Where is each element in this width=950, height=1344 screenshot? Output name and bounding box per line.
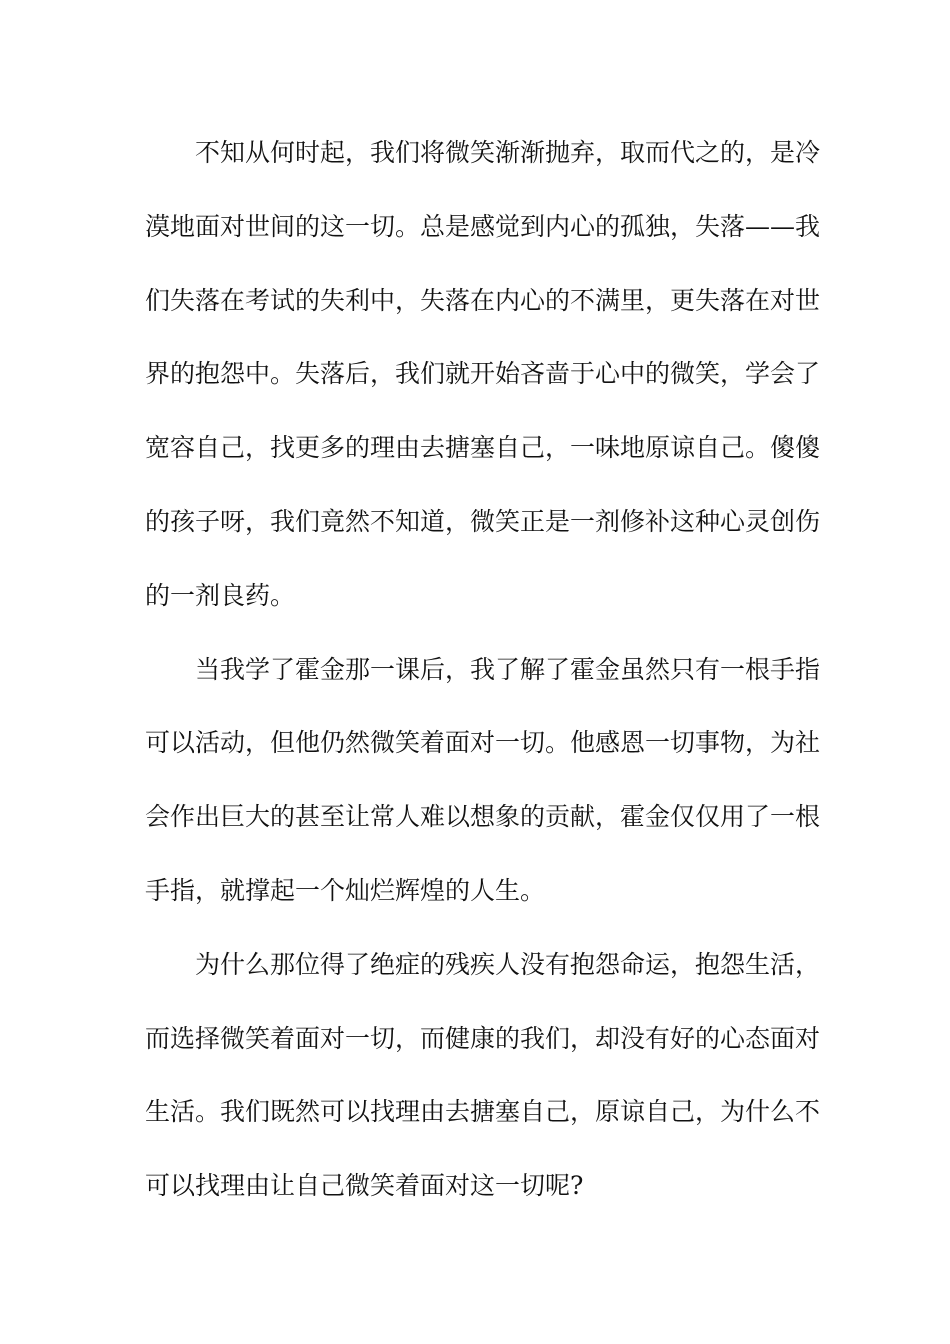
paragraph-3 [145, 942, 821, 1237]
text-line: 们失落在考试的失利中，失落在内心的不满里，更失落在对世 [145, 285, 821, 315]
text-line: 手指，就撑起一个灿烂辉煌的人生。 [145, 875, 546, 905]
text-line: 漠地面对世间的这一切。总是感觉到内心的孤独，失落——我 [145, 211, 821, 241]
paragraph-1 [145, 130, 821, 647]
text-line: 不知从何时起，我们将微笑渐渐抛弃，取而代之的，是冷 [195, 138, 821, 167]
text-line: 可以找理由让自己微笑着面对这一切呢? [145, 1171, 584, 1201]
text-line: 生活。我们既然可以找理由去搪塞自己，原谅自己，为什么不 [145, 1097, 821, 1127]
text-line: 当我学了霍金那一课后，我了解了霍金虽然只有一根手指 [195, 654, 821, 684]
text-line: 的一剂良药。 [145, 580, 296, 610]
text-line: 的孩子呀，我们竟然不知道，微笑正是一剂修补这种心灵创伤 [145, 506, 821, 536]
text-line: 为什么那位得了绝症的残疾人没有抱怨命运，抱怨生活， [195, 949, 821, 979]
text-line: 而选择微笑着面对一切，而健康的我们，却没有好的心态面对 [145, 1023, 821, 1053]
text-line: 界的抱怨中。失落后，我们就开始吝啬于心中的微笑，学会了 [145, 359, 821, 389]
text-line: 会作出巨大的甚至让常人难以想象的贡献，霍金仅仅用了一根 [145, 802, 821, 832]
text-line: 可以活动，但他仍然微笑着面对一切。他感恩一切事物，为社 [145, 728, 821, 758]
text-line: 宽容自己，找更多的理由去搪塞自己，一味地原谅自己。傻傻 [145, 433, 821, 463]
document-body [145, 130, 821, 1237]
paragraph-2 [145, 647, 821, 942]
